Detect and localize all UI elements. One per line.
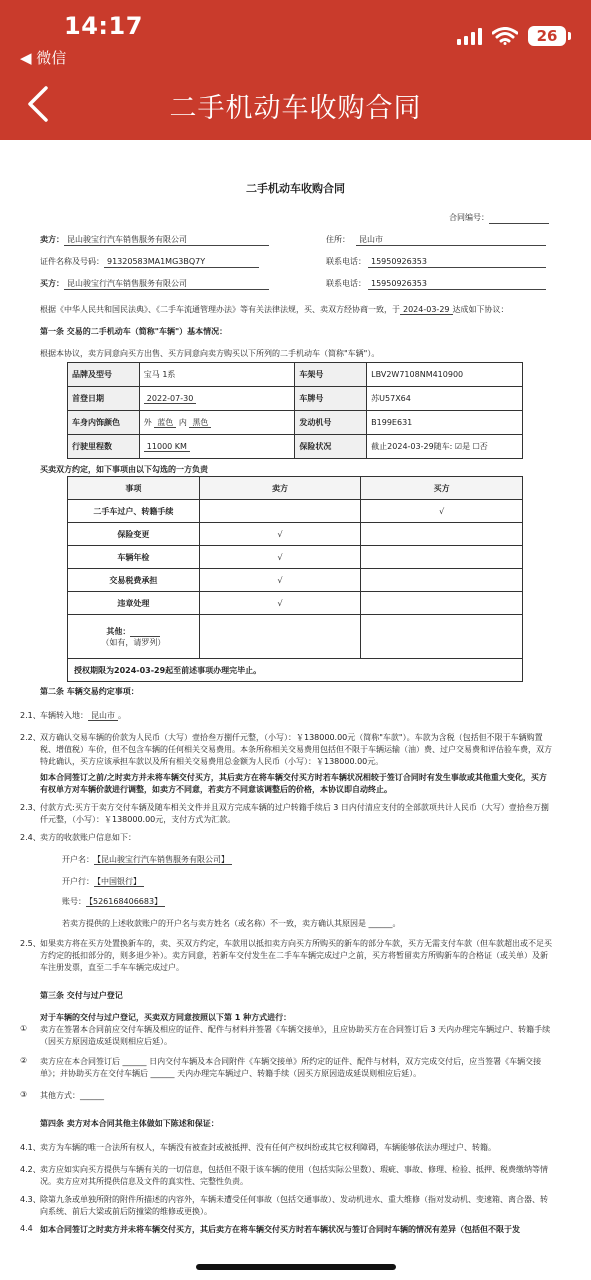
account-bank: 开户行： 【中国银行】 <box>62 876 574 888</box>
contract-number-field <box>489 212 549 224</box>
article-1-text: 根据本协议，卖方同意向买方出售、买方同意向卖方购买以下所列的二手机动车（简称"车辆"）。 <box>40 349 380 358</box>
article-3-lead: 对于车辆的交付与过户登记，买卖双方同意按照以下第 1 种方式进行： <box>40 1013 292 1022</box>
article-4-title: 第四条 卖方对本合同其他主体做如下陈述和保证： <box>40 1119 219 1128</box>
cert-row: 证件名称及号码： 91320583MA1MG3BQ7Y 联系电话： 15950926353 <box>40 256 551 268</box>
clause-4-4: 如本合同签订之时卖方并未将车辆交付买方，其后卖方在将车辆交付买方时若车辆状况与签订合同时车辆的情况有差异（包括但不限于发 <box>40 1225 520 1234</box>
account-note: 若卖方提供的上述收款账户的开户名与卖方姓名（或名称）不一致，卖方确认其原因是 ______。 <box>62 919 401 928</box>
vehicle-info-table: 品牌及型号 宝马 1系 车架号 LBV2W7108NM410900 首登日期 2022-07-30 车牌号 苏U57X64 车身内饰颜色 外 蓝色 内 黑色 发动机号 B199E631 行驶里程数 11000 KM 保险状况 截止2024-03-29随车: ☑是 ☐否 <box>67 362 523 459</box>
intro-text: 根据《中华人民共和国民法典》、《二手车流通管理办法》等有关法律法规，买、卖双方经协商一致，于 2024-03-29 达成如下协议： <box>40 305 509 314</box>
clause-4-1: 卖方为车辆的唯一合法所有权人，车辆没有被查封或被抵押、没有任何产权纠纷或其它权利障碍，车辆能够依法办理过户、转籍。 <box>40 1143 496 1152</box>
wifi-icon <box>492 27 518 45</box>
battery-tip <box>568 32 571 40</box>
contract-number: 合同编号： <box>0 212 549 224</box>
clause-4-3: 除第九条或单独所附的附件所描述的内容外，车辆未遭受任何事故（包括交通事故）、发动机进水、重大维修（指对发动机、变速箱、离合器、转向系统、前后大梁或前后防撞梁的维修或更换）。 <box>40 1195 548 1216</box>
battery-indicator: 26 <box>528 26 566 46</box>
back-to-wechat-link[interactable]: ◀ 微信 <box>20 49 67 67</box>
responsibility-intro: 买卖双方约定，如下事项由以下勾选的一方负责 <box>40 465 208 474</box>
option-3: 其他方式：______ <box>40 1091 104 1100</box>
page-title: 二手机动车收购合同 <box>169 93 422 124</box>
contract-title: 二手机动车收购合同 <box>246 182 345 195</box>
home-indicator[interactable] <box>196 1264 396 1270</box>
article-1-title: 第一条 交易的二手机动车（简称"车辆"）基本情况： <box>40 327 228 336</box>
article-3-title: 第三条 交付与过户登记 <box>40 991 123 1000</box>
option-1: 卖方在签署本合同前应交付车辆及相应的证件、配件与材料并签署《车辆交接单》，且应协助买方在合同签订后 3 天内办理完车辆过户、转籍手续（因买方原因造成延误则相应后延）。 <box>40 1025 551 1046</box>
top-bar <box>0 0 591 140</box>
contract-document: 二手机动车收购合同 合同编号： 卖方： 昆山骏宝行汽车销售服务有限公司 住所： 昆山市 证件名称及号码： 91320583MA1MG3BQ7Y 联系电话： 15950926353 买方： 昆山骏宝行汽车销售服务有限公司 联系电话： 15950926353 根据《中华人民共和国民法典》、《二手车流通管理办法》等有关法律法规，买、卖双方经协商一致，于 2024-03-29 达成如下协议： 第一条 交易的二手机动车（简称"车辆"）基本情况： 根据本协议，卖方同意向买方出售、买方同意向卖方购买以下所列的二手机动车（简称"车辆"）。 品牌及型号 宝马 1系 车架号 LBV2W7108NM410900 首登日期 2022-07-30 车牌号 苏U57X64 车身内饰颜色 外 蓝色 内 黑色 发动机号 B199E631 行驶里程数 11000 KM 保险状况 截止2024-03-29随车: ☑是 ☐否 买卖双方约定，如下事项由以下勾选的一方负责 事项 卖方 买方 二手车过户、转籍手续 √ 保险变更 √ 车辆年检 √ 交易税费承担 √ 违章处理 √ 其他： （如有，请罗列） 授权期限为2024-03-29起至前述事项办理完毕止。 第二条 车辆交易约定事项： 2.1、 车辆转入地： 昆山市 。 2.2、 双方确认交易车辆的价款为人民币（大写）壹拾叁万捌仟元整，（小写）：￥138000.00元（简称"车款"）。车款为含税（包括但不限于车辆购置税、增值税）车价，但不包含车辆的任何相关交易费用。本条所称相关交易费用包括但不限于车辆运输（油）费、过户交易费和评估验车费，双方特此确认，买方应该承担车款以及所有相关交易费用总金额为人民币（小写）：￥138000.00元。 如本合同签订之前/之时卖方并未将车辆交付买方，其后卖方在将车辆交付买方时若车辆状况相较于签订合同时有发生事故或其他重大变化，买方有权单方对车辆价款进行调整，如卖方不同意，若卖方不同意该调整后的价格，本协议即自动终止。 2.3、 付款方式:买方于卖方交付车辆及随车相关文件并且双方完成车辆的过户转籍手续后 3 日内付清应支付的全部款项共计人民币（大写）壹拾叁万捌仟元整，（小写）：￥138000.00元，支付方式为汇款。 2.4、 卖方的收款账户信息如下： 开户名： 【昆山骏宝行汽车销售服务有限公司】 开户行： 【中国银行】 账号： 【526168406683】 若卖方提供的上述收款账户的开户名与卖方姓名（或名称）不一致，卖方确认其原因是 ______。 2.5、 如果卖方将在买方处置换新车的，卖、买双方约定，车款用以抵扣卖方向买方所购买的新车的部分车款，买方无需支付车款（但车款超出或不足买方约定的抵扣部分的，则多退少补）。卖方同意，若新车交付发生在二手车车辆完成过户之前，买方将暂留卖方所购新车的合格证（或关单）及新车注册发票，直至二手车车辆完成过户。 第三条 交付与过户登记 对于车辆的交付与过户登记，买卖双方同意按照以下第 1 种方式进行： ① 卖方在签署本合同前应交付车辆及相应的证件、配件与材料并签署《车辆交接单》，且应协助买方在合同签订后 3 天内办理完车辆过户、转籍手续（因买方原因造成延误则相应后延）。 ② 卖方应在本合同签订后 ______ 日内交付车辆及本合同附件《车辆交接单》所约定的证件、配件与材料，双方完成交付后，应当签署《车辆交接单》；并协助买方在交付车辆后 ______ 天内办理完车辆过户、转籍手续（因买方原因造成延误则相应后延）。 ③ 其他方式：______ 第四条 卖方对本合同其他主体做如下陈述和保证： 4.1、 卖方为车辆的唯一合法所有权人，车辆没有被查封或被抵押、没有任何产权纠纷或其它权利障碍，车辆能够依法办理过户、转籍。 4.2、 卖方应如实向买方提供与车辆有关的一切信息，包括但不限于该车辆的使用（包括实际公里数）、瑕疵、事故、修理、检验、抵押、税费缴纳等情况。卖方应对其所提供信息及文件的真实性、完整性负责。 4.3、 除第九条或单独所附的附件所描述的内容外，车辆未遭受任何事故（包括交通事故）、发动机进水、重大维修（指对发动机、变速箱、离合器、转向系统、前后大梁或前后防撞梁的维修或更换）。 4.4 如本合同签订之时卖方并未将车辆交付买方，其后卖方在将车辆交付买方时若车辆状况与签订合同时车辆的情况有差异（包括但不限于发 <box>0 140 591 1280</box>
status-icons <box>457 26 571 46</box>
option-2: 卖方应在本合同签订后 ______ 日内交付车辆及本合同附件《车辆交接单》所约定的证件、配件与材料，双方完成交付后，应当签署《车辆交接单》；并协助买方在交付车辆后 ______ 天内办理完车辆过户、转籍手续（因买方原因造成延误则相应后延）。 <box>40 1057 542 1078</box>
clause-2-5: 如果卖方将在买方处置换新车的，卖、买双方约定，车款用以抵扣卖方向买方所购买的新车的部分车款，买方无需支付车款（但车款超出或不足买方约定的抵扣部分的，则多退少补）。卖方同意，若新车交付发生在二手车车辆完成过户之前，买方将暂留卖方所购新车的合格证（或关单）及新车注册发票，直至二手车车辆完成过户。 <box>40 939 552 972</box>
article-2-title: 第二条 车辆交易约定事项： <box>40 687 139 696</box>
seller-row: 卖方： 昆山骏宝行汽车销售服务有限公司 住所： 昆山市 <box>40 234 551 246</box>
signal-icon <box>457 27 482 45</box>
clause-2-1: 车辆转入地： 昆山市 。 <box>40 711 126 720</box>
buyer-row: 买方： 昆山骏宝行汽车销售服务有限公司 联系电话： 15950926353 <box>40 278 551 290</box>
clause-4-2: 卖方应如实向买方提供与车辆有关的一切信息，包括但不限于该车辆的使用（包括实际公里数）、瑕疵、事故、修理、检验、抵押、税费缴纳等情况。卖方应对其所提供信息及文件的真实性、完整性负责。 <box>40 1165 548 1186</box>
clause-2-4: 卖方的收款账户信息如下： <box>40 833 136 842</box>
account-name: 开户名： 【昆山骏宝行汽车销售服务有限公司】 <box>62 854 574 866</box>
clause-2-3: 付款方式:买方于卖方交付车辆及随车相关文件并且双方完成车辆的过户转籍手续后 3 日内付清应支付的全部款项共计人民币（大写）壹拾叁万捌仟元整，（小写）：￥138000.00元，支付方式为汇款。 <box>40 803 549 824</box>
clause-2-2-note: 如本合同签订之前/之时卖方并未将车辆交付买方，其后卖方在将车辆交付买方时若车辆状况相较于签订合同时有发生事故或其他重大变化，买方有权单方对车辆价款进行调整，如卖方不同意，若卖方不同意该调整后的价格，本协议即自动终止。 <box>40 773 547 794</box>
status-time: 14:17 <box>64 12 143 40</box>
responsibility-table: 事项 卖方 买方 二手车过户、转籍手续 √ 保险变更 √ 车辆年检 √ 交易税费承担 √ 违章处理 √ 其他： （如有，请罗列） 授权期限为2024-03-29起至前述事项办理完毕止。 <box>67 476 523 682</box>
clause-2-2: 双方确认交易车辆的价款为人民币（大写）壹拾叁万捌仟元整，（小写）：￥138000.00元（简称"车款"）。车款为含税（包括但不限于车辆购置税、增值税）车价，但不包含车辆的任何相关交易费用。本条所称相关交易费用包括但不限于车辆运输（油）费、过户交易费和评估验车费，双方特此确认，买方应该承担车款以及所有相关交易费用总金额为人民币（小写）：￥138000.00元。 <box>40 733 552 766</box>
account-number: 账号： 【526168406683】 <box>62 896 574 908</box>
